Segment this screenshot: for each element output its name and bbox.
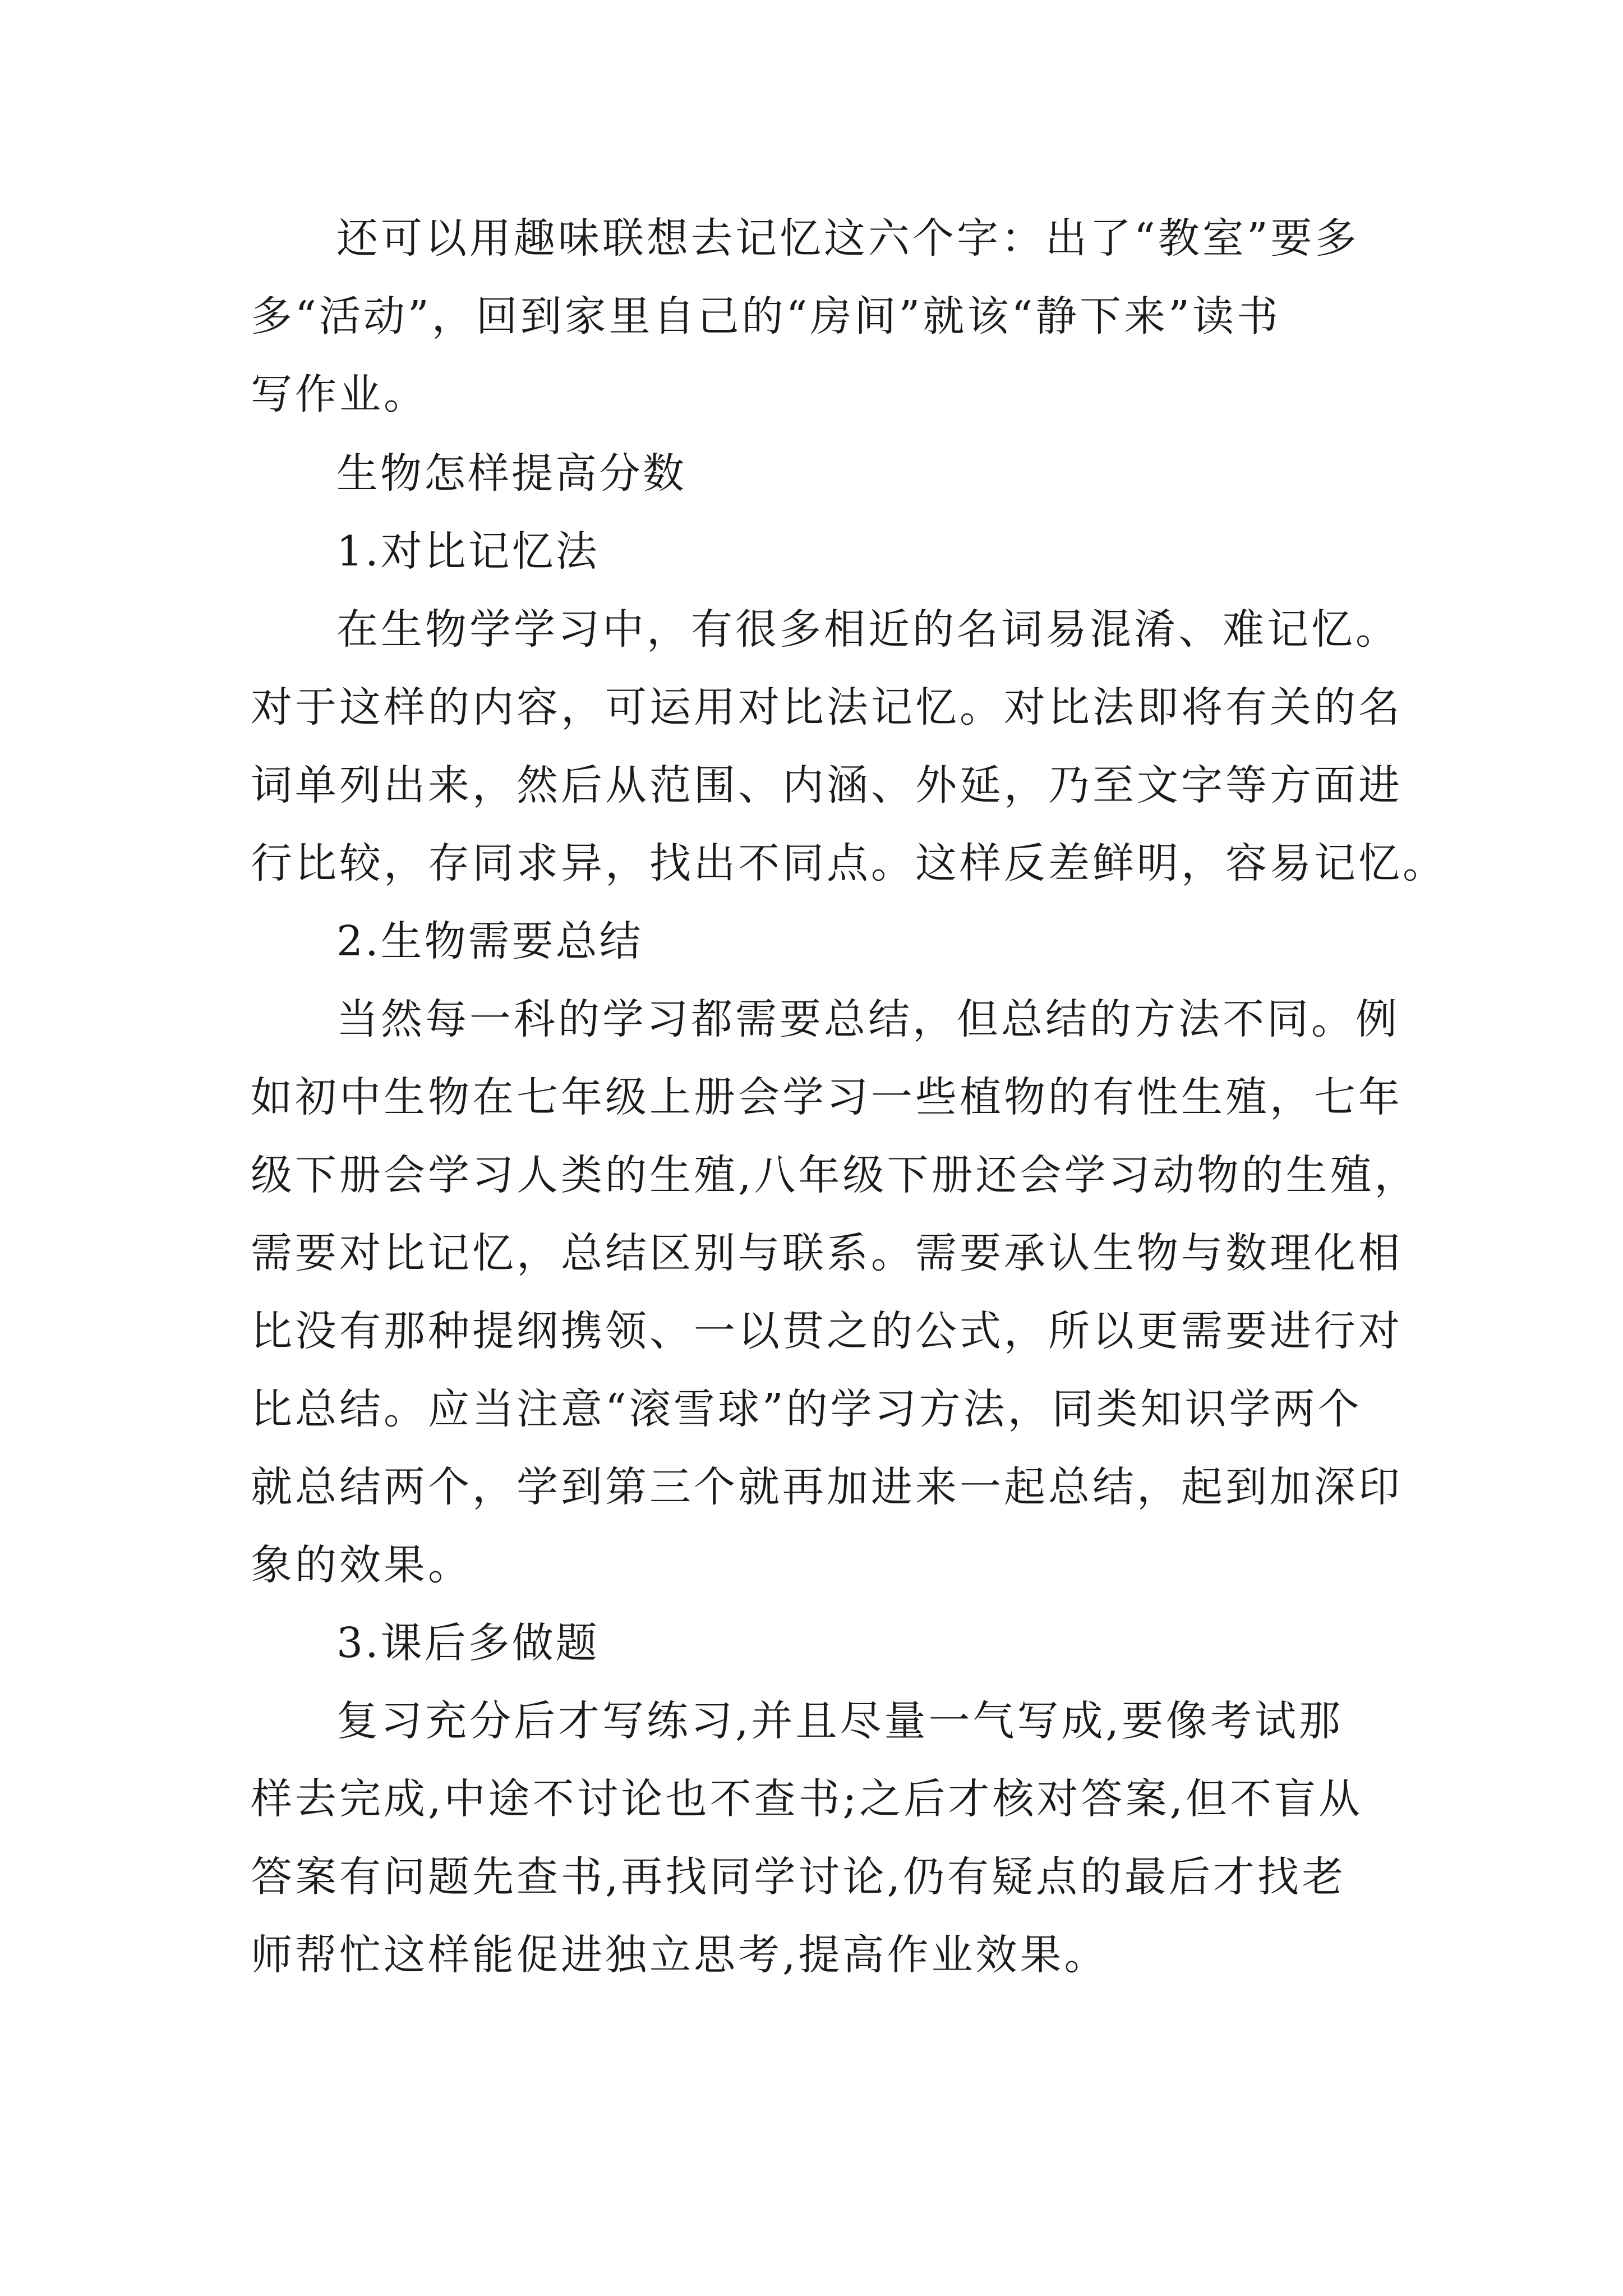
paragraph-line: 就总结两个，学到第三个就再加进来一起总结，起到加深印 — [251, 1463, 1403, 1511]
paragraph-line: 师帮忙这样能促进独立思考,提高作业效果。 — [251, 1931, 1109, 1979]
paragraph-line: 答案有问题先查书,再找同学讨论,仍有疑点的最后才找老 — [251, 1853, 1347, 1901]
paragraph-line: 复习充分后才写练习,并且尽量一气写成,要像考试那 — [336, 1697, 1344, 1745]
paragraph-line: 行比较，存同求异，找出不同点。这样反差鲜明，容易记忆。 — [251, 839, 1447, 887]
paragraph-line: 多“活动”，回到家里自己的“房间”就该“静下来”读书 — [251, 292, 1281, 341]
paragraph-line: 在生物学学习中，有很多相近的名词易混淆、难记忆。 — [336, 605, 1400, 654]
paragraph-line: 对于这样的内容，可运用对比法记忆。对比法即将有关的名 — [251, 683, 1403, 731]
paragraph-line: 写作业。 — [251, 370, 428, 418]
subsection-heading: 3.课后多做题 — [336, 1619, 600, 1667]
subsection-heading: 1.对比记忆法 — [336, 527, 600, 576]
paragraph-line: 还可以用趣味联想去记忆这六个字：出了“教室”要多 — [336, 214, 1359, 263]
paragraph-line: 比总结。应当注意“滚雪球”的学习方法，同类知识学两个 — [251, 1385, 1362, 1433]
paragraph-line: 象的效果。 — [251, 1541, 472, 1589]
paragraph-line: 级下册会学习人类的生殖,八年级下册还会学习动物的生殖， — [251, 1151, 1419, 1199]
section-title: 生物怎样提高分数 — [336, 449, 686, 498]
paragraph-line: 当然每一科的学习都需要总结，但总结的方法不同。例 — [336, 995, 1400, 1043]
paragraph-line: 样去完成,中途不讨论也不查书;之后才核对答案,但不盲从 — [251, 1775, 1363, 1823]
subsection-heading: 2.生物需要总结 — [336, 917, 643, 965]
paragraph-line: 比没有那种提纲携领、一以贯之的公式，所以更需要进行对 — [251, 1307, 1403, 1355]
paragraph-line: 词单列出来，然后从范围、内涵、外延，乃至文字等方面进 — [251, 761, 1403, 809]
paragraph-line: 如初中生物在七年级上册会学习一些植物的有性生殖，七年 — [251, 1073, 1403, 1121]
paragraph-line: 需要对比记忆，总结区别与联系。需要承认生物与数理化相 — [251, 1229, 1403, 1277]
